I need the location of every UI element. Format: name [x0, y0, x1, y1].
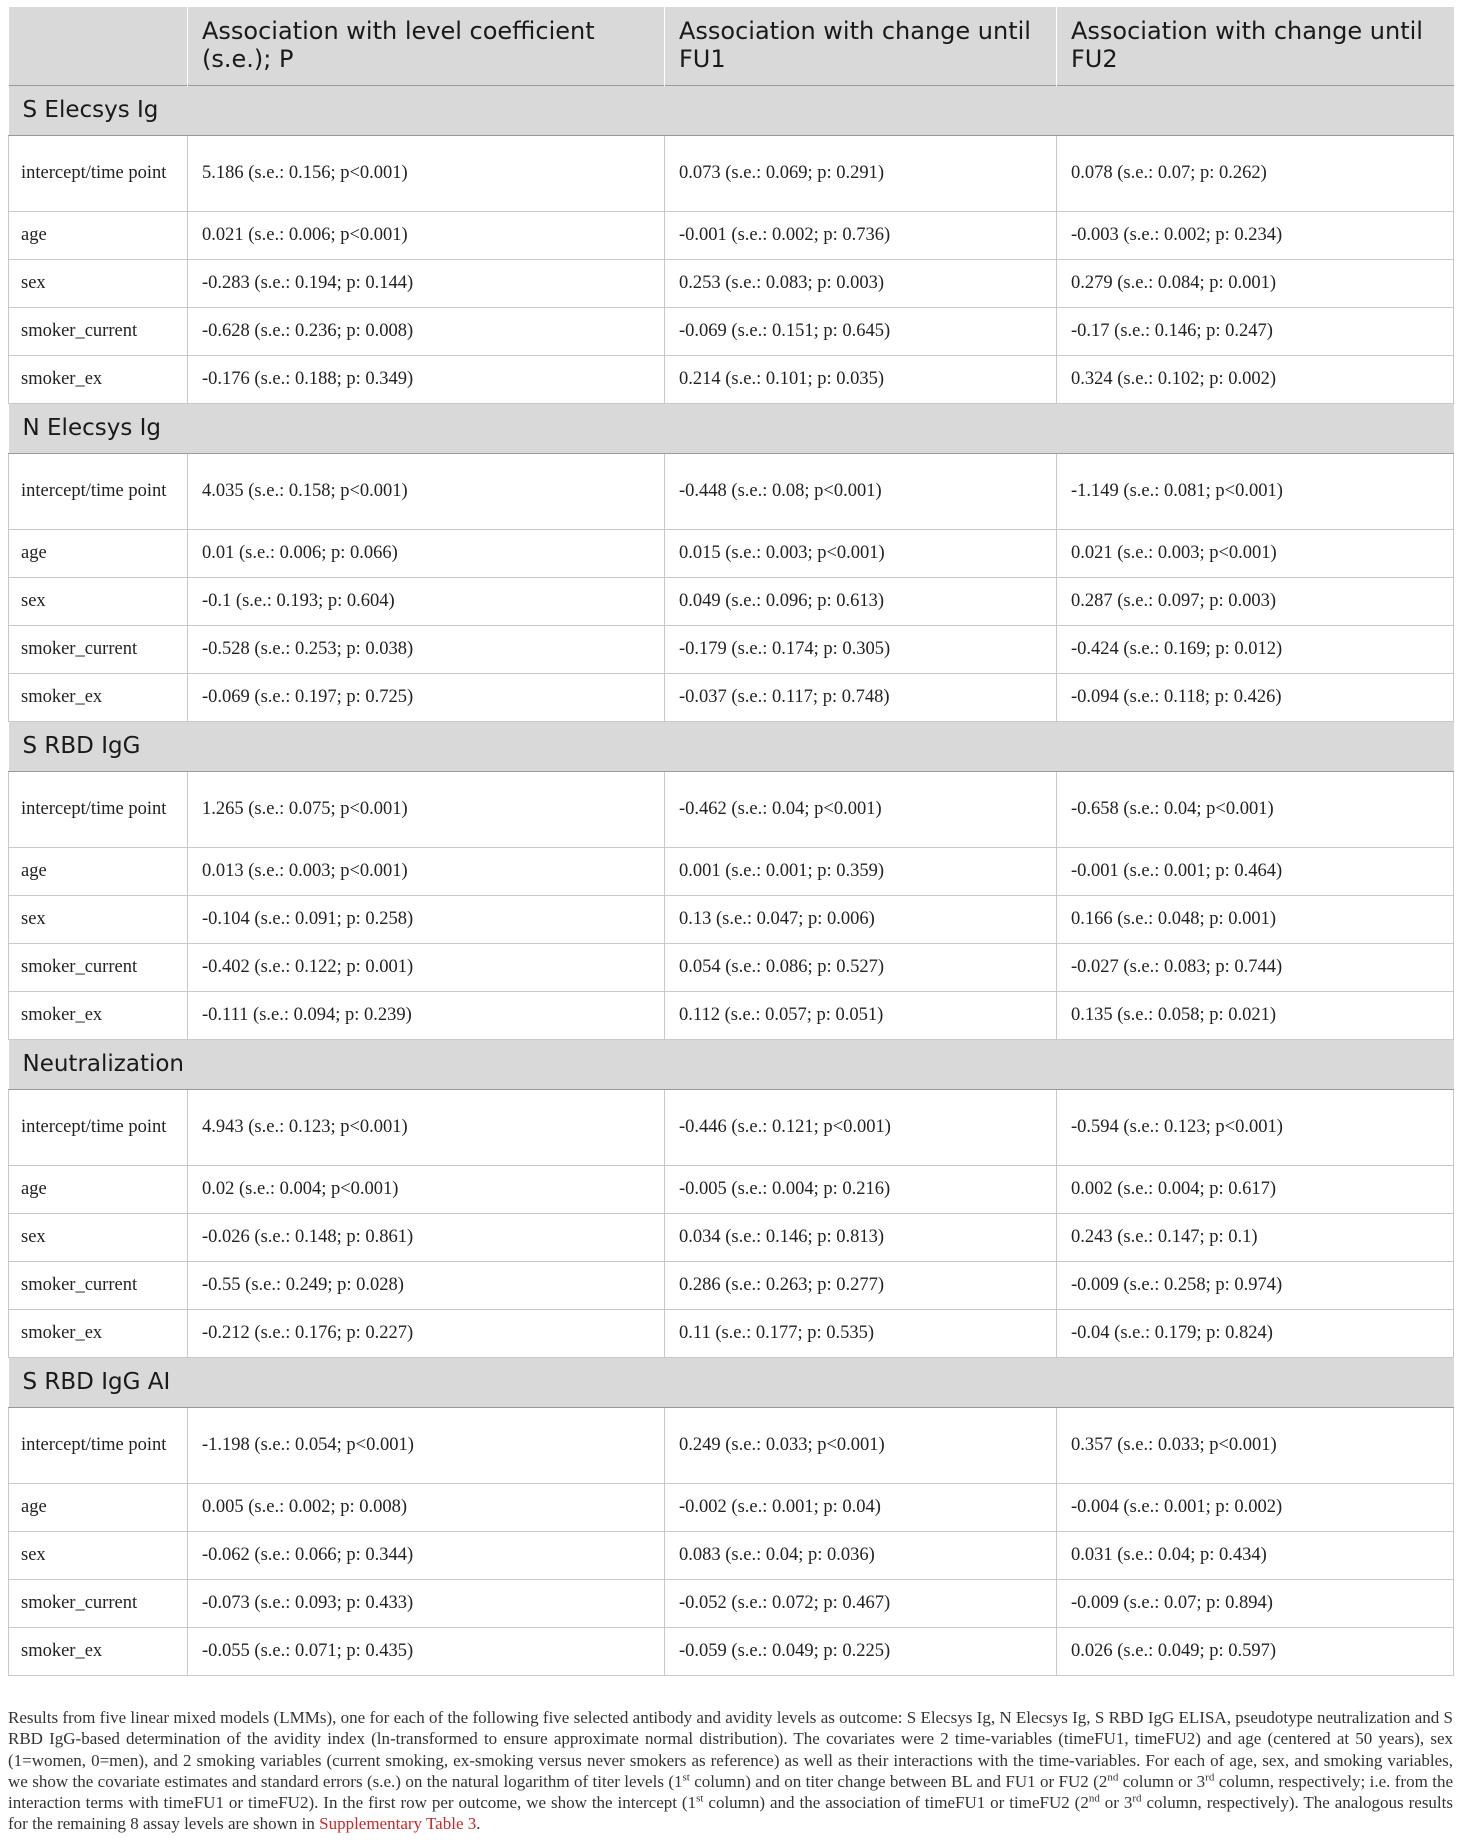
group-header-row — [9, 1039, 1454, 1089]
group-title: N Elecsys Ig — [9, 403, 1454, 453]
level-coefficient-cell: -0.055 (s.e.: 0.071; p: 0.435) — [188, 1627, 665, 1675]
change-fu1-cell: -0.448 (s.e.: 0.08; p<0.001) — [665, 453, 1057, 529]
table-row — [9, 625, 1454, 673]
table-row — [9, 895, 1454, 943]
covariate-cell: age — [9, 847, 188, 895]
covariate-cell: intercept/time point — [9, 1407, 188, 1483]
table-row — [9, 1531, 1454, 1579]
table-row — [9, 307, 1454, 355]
change-fu1-cell: -0.001 (s.e.: 0.002; p: 0.736) — [665, 211, 1057, 259]
supplementary-table-link[interactable]: Supplementary Table 3 — [319, 1814, 477, 1834]
footnote-superscript: nd — [1088, 1792, 1100, 1805]
covariate-cell: smoker_ex — [9, 355, 188, 403]
level-coefficient-cell: 0.01 (s.e.: 0.006; p: 0.066) — [188, 529, 665, 577]
table-row — [9, 1579, 1454, 1627]
table-header-row — [9, 7, 1454, 85]
change-fu1-cell: 0.073 (s.e.: 0.069; p: 0.291) — [665, 135, 1057, 211]
table-row — [9, 453, 1454, 529]
level-coefficient-cell: -0.628 (s.e.: 0.236; p: 0.008) — [188, 307, 665, 355]
covariate-cell: smoker_ex — [9, 1627, 188, 1675]
change-fu1-cell: 0.253 (s.e.: 0.083; p: 0.003) — [665, 259, 1057, 307]
covariate-cell: smoker_current — [9, 625, 188, 673]
level-coefficient-cell: -0.069 (s.e.: 0.197; p: 0.725) — [188, 673, 665, 721]
covariate-cell: sex — [9, 259, 188, 307]
header-change-fu1: Association with change until FU1 — [665, 7, 1057, 85]
change-fu1-cell: -0.052 (s.e.: 0.072; p: 0.467) — [665, 1579, 1057, 1627]
table-row — [9, 1407, 1454, 1483]
level-coefficient-cell: 1.265 (s.e.: 0.075; p<0.001) — [188, 771, 665, 847]
covariate-cell: smoker_current — [9, 1579, 188, 1627]
covariate-cell: smoker_current — [9, 307, 188, 355]
footnote-superscript: rd — [1205, 1771, 1215, 1784]
level-coefficient-cell: -0.55 (s.e.: 0.249; p: 0.028) — [188, 1261, 665, 1309]
table-row — [9, 943, 1454, 991]
level-coefficient-cell: -0.176 (s.e.: 0.188; p: 0.349) — [188, 355, 665, 403]
covariate-cell: sex — [9, 895, 188, 943]
level-coefficient-cell: 0.013 (s.e.: 0.003; p<0.001) — [188, 847, 665, 895]
covariate-cell: sex — [9, 1531, 188, 1579]
change-fu2-cell: -0.004 (s.e.: 0.001; p: 0.002) — [1057, 1483, 1454, 1531]
change-fu2-cell: 0.026 (s.e.: 0.049; p: 0.597) — [1057, 1627, 1454, 1675]
table-body — [9, 85, 1454, 1675]
group-header-row — [9, 1357, 1454, 1407]
table-row — [9, 211, 1454, 259]
change-fu2-cell: 0.021 (s.e.: 0.003; p<0.001) — [1057, 529, 1454, 577]
change-fu2-cell: 0.279 (s.e.: 0.084; p: 0.001) — [1057, 259, 1454, 307]
level-coefficient-cell: -0.104 (s.e.: 0.091; p: 0.258) — [188, 895, 665, 943]
change-fu2-cell: 0.243 (s.e.: 0.147; p: 0.1) — [1057, 1213, 1454, 1261]
level-coefficient-cell: -0.1 (s.e.: 0.193; p: 0.604) — [188, 577, 665, 625]
level-coefficient-cell: -0.062 (s.e.: 0.066; p: 0.344) — [188, 1531, 665, 1579]
change-fu1-cell: -0.462 (s.e.: 0.04; p<0.001) — [665, 771, 1057, 847]
level-coefficient-cell: 4.943 (s.e.: 0.123; p<0.001) — [188, 1089, 665, 1165]
footnote-text: column) and on titer change between BL and FU1 or FU2 (2 — [689, 1771, 1108, 1791]
change-fu1-cell: -0.069 (s.e.: 0.151; p: 0.645) — [665, 307, 1057, 355]
footnote-text: column or 3 — [1118, 1771, 1206, 1791]
change-fu1-cell: 0.001 (s.e.: 0.001; p: 0.359) — [665, 847, 1057, 895]
table-row — [9, 577, 1454, 625]
change-fu2-cell: -0.04 (s.e.: 0.179; p: 0.824) — [1057, 1309, 1454, 1357]
group-header-row — [9, 721, 1454, 771]
table-row — [9, 259, 1454, 307]
change-fu2-cell: 0.287 (s.e.: 0.097; p: 0.003) — [1057, 577, 1454, 625]
covariate-cell: smoker_ex — [9, 1309, 188, 1357]
change-fu1-cell: 0.049 (s.e.: 0.096; p: 0.613) — [665, 577, 1057, 625]
change-fu2-cell: 0.357 (s.e.: 0.033; p<0.001) — [1057, 1407, 1454, 1483]
footnote-text: column, respectively; i.e. from the interaction terms with timeFU1 or timeFU2). In the first row per outcome, we show the intercept (1 — [8, 1771, 1453, 1813]
level-coefficient-cell: -0.402 (s.e.: 0.122; p: 0.001) — [188, 943, 665, 991]
table-footnote — [8, 1707, 1453, 1835]
table-row — [9, 1627, 1454, 1675]
footnote-superscript: rd — [1132, 1792, 1142, 1805]
change-fu1-cell: 0.249 (s.e.: 0.033; p<0.001) — [665, 1407, 1057, 1483]
header-covariate — [9, 7, 188, 85]
change-fu2-cell: -0.009 (s.e.: 0.258; p: 0.974) — [1057, 1261, 1454, 1309]
change-fu1-cell: 0.015 (s.e.: 0.003; p<0.001) — [665, 529, 1057, 577]
level-coefficient-cell: 5.186 (s.e.: 0.156; p<0.001) — [188, 135, 665, 211]
header-level-coefficient: Association with level coefficient (s.e.); P — [188, 7, 665, 85]
table-row — [9, 1483, 1454, 1531]
results-table-container — [8, 7, 1453, 1676]
covariate-cell: age — [9, 211, 188, 259]
change-fu2-cell: -0.027 (s.e.: 0.083; p: 0.744) — [1057, 943, 1454, 991]
level-coefficient-cell: -0.026 (s.e.: 0.148; p: 0.861) — [188, 1213, 665, 1261]
change-fu2-cell: -0.001 (s.e.: 0.001; p: 0.464) — [1057, 847, 1454, 895]
level-coefficient-cell: -0.212 (s.e.: 0.176; p: 0.227) — [188, 1309, 665, 1357]
change-fu2-cell: -0.094 (s.e.: 0.118; p: 0.426) — [1057, 673, 1454, 721]
covariate-cell: intercept/time point — [9, 771, 188, 847]
group-header-row — [9, 403, 1454, 453]
group-title: S Elecsys Ig — [9, 85, 1454, 135]
change-fu2-cell: -1.149 (s.e.: 0.081; p<0.001) — [1057, 453, 1454, 529]
change-fu2-cell: -0.17 (s.e.: 0.146; p: 0.247) — [1057, 307, 1454, 355]
change-fu1-cell: -0.002 (s.e.: 0.001; p: 0.04) — [665, 1483, 1057, 1531]
table-row — [9, 135, 1454, 211]
table-row — [9, 1165, 1454, 1213]
change-fu2-cell: 0.135 (s.e.: 0.058; p: 0.021) — [1057, 991, 1454, 1039]
covariate-cell: smoker_current — [9, 1261, 188, 1309]
change-fu1-cell: 0.054 (s.e.: 0.086; p: 0.527) — [665, 943, 1057, 991]
footnote-superscript: st — [682, 1771, 690, 1784]
change-fu1-cell: -0.059 (s.e.: 0.049; p: 0.225) — [665, 1627, 1057, 1675]
covariate-cell: age — [9, 1165, 188, 1213]
footnote-superscript: nd — [1107, 1771, 1119, 1784]
level-coefficient-cell: 0.005 (s.e.: 0.002; p: 0.008) — [188, 1483, 665, 1531]
level-coefficient-cell: -1.198 (s.e.: 0.054; p<0.001) — [188, 1407, 665, 1483]
covariate-cell: sex — [9, 577, 188, 625]
footnote-text: Results from five linear mixed models (LMMs), one for each of the following five selected antibody and avidity levels as outcome: S Elecsys Ig, N Elecsys Ig, S RBD IgG ELISA, pseudotype neutralization and S RBD IgG-based determination of the avidity index (ln-transformed to ensure approximate normal distribution). The covariates were 2 time-variables (timeFU1, timeFU2) and age (centered at 50 years), sex (1=women, 0=men), and 2 smoking variables (current smoking, ex-smoking versus never smokers as reference) as well as their interactions with the time-variables. For each of age, sex, and smoking variables, we show the covariate estimates and standard errors (s.e.) on the natural logarithm of titer levels (1 — [8, 1708, 1453, 1791]
change-fu2-cell: -0.594 (s.e.: 0.123; p<0.001) — [1057, 1089, 1454, 1165]
table-row — [9, 1213, 1454, 1261]
table-row — [9, 771, 1454, 847]
change-fu2-cell: -0.424 (s.e.: 0.169; p: 0.012) — [1057, 625, 1454, 673]
table-row — [9, 847, 1454, 895]
change-fu2-cell: 0.002 (s.e.: 0.004; p: 0.617) — [1057, 1165, 1454, 1213]
covariate-cell: intercept/time point — [9, 453, 188, 529]
change-fu1-cell: 0.214 (s.e.: 0.101; p: 0.035) — [665, 355, 1057, 403]
header-change-fu2: Association with change until FU2 — [1057, 7, 1454, 85]
group-header-row — [9, 85, 1454, 135]
level-coefficient-cell: 4.035 (s.e.: 0.158; p<0.001) — [188, 453, 665, 529]
change-fu1-cell: 0.112 (s.e.: 0.057; p: 0.051) — [665, 991, 1057, 1039]
level-coefficient-cell: 0.02 (s.e.: 0.004; p<0.001) — [188, 1165, 665, 1213]
table-row — [9, 673, 1454, 721]
change-fu1-cell: -0.179 (s.e.: 0.174; p: 0.305) — [665, 625, 1057, 673]
change-fu2-cell: 0.324 (s.e.: 0.102; p: 0.002) — [1057, 355, 1454, 403]
table-row — [9, 1089, 1454, 1165]
covariate-cell: age — [9, 529, 188, 577]
covariate-cell: intercept/time point — [9, 1089, 188, 1165]
table-row — [9, 1261, 1454, 1309]
footnote-superscript: st — [696, 1792, 704, 1805]
covariate-cell: smoker_ex — [9, 673, 188, 721]
table-row — [9, 991, 1454, 1039]
covariate-cell: smoker_ex — [9, 991, 188, 1039]
covariate-cell: intercept/time point — [9, 135, 188, 211]
covariate-cell: smoker_current — [9, 943, 188, 991]
covariate-cell: sex — [9, 1213, 188, 1261]
change-fu1-cell: 0.034 (s.e.: 0.146; p: 0.813) — [665, 1213, 1057, 1261]
change-fu1-cell: 0.083 (s.e.: 0.04; p: 0.036) — [665, 1531, 1057, 1579]
footnote-text: . — [476, 1814, 481, 1834]
group-title: S RBD IgG AI — [9, 1357, 1454, 1407]
change-fu1-cell: 0.286 (s.e.: 0.263; p: 0.277) — [665, 1261, 1057, 1309]
change-fu2-cell: 0.078 (s.e.: 0.07; p: 0.262) — [1057, 135, 1454, 211]
level-coefficient-cell: -0.111 (s.e.: 0.094; p: 0.239) — [188, 991, 665, 1039]
change-fu2-cell: -0.003 (s.e.: 0.002; p: 0.234) — [1057, 211, 1454, 259]
lmm-results-table — [8, 7, 1454, 1676]
group-title: S RBD IgG — [9, 721, 1454, 771]
level-coefficient-cell: -0.528 (s.e.: 0.253; p: 0.038) — [188, 625, 665, 673]
covariate-cell: age — [9, 1483, 188, 1531]
table-row — [9, 355, 1454, 403]
change-fu1-cell: -0.446 (s.e.: 0.121; p<0.001) — [665, 1089, 1057, 1165]
change-fu2-cell: 0.166 (s.e.: 0.048; p: 0.001) — [1057, 895, 1454, 943]
change-fu2-cell: 0.031 (s.e.: 0.04; p: 0.434) — [1057, 1531, 1454, 1579]
change-fu1-cell: 0.13 (s.e.: 0.047; p: 0.006) — [665, 895, 1057, 943]
change-fu1-cell: 0.11 (s.e.: 0.177; p: 0.535) — [665, 1309, 1057, 1357]
level-coefficient-cell: -0.073 (s.e.: 0.093; p: 0.433) — [188, 1579, 665, 1627]
table-row — [9, 529, 1454, 577]
footnote-text: or 3 — [1099, 1793, 1133, 1813]
change-fu2-cell: -0.009 (s.e.: 0.07; p: 0.894) — [1057, 1579, 1454, 1627]
change-fu1-cell: -0.005 (s.e.: 0.004; p: 0.216) — [665, 1165, 1057, 1213]
group-title: Neutralization — [9, 1039, 1454, 1089]
footnote-text: column, respectively). The analogous results for the remaining 8 assay levels are shown in — [8, 1793, 1453, 1834]
level-coefficient-cell: -0.283 (s.e.: 0.194; p: 0.144) — [188, 259, 665, 307]
table-row — [9, 1309, 1454, 1357]
level-coefficient-cell: 0.021 (s.e.: 0.006; p<0.001) — [188, 211, 665, 259]
change-fu1-cell: -0.037 (s.e.: 0.117; p: 0.748) — [665, 673, 1057, 721]
footnote-text: column) and the association of timeFU1 or timeFU2 (2 — [703, 1793, 1089, 1813]
change-fu2-cell: -0.658 (s.e.: 0.04; p<0.001) — [1057, 771, 1454, 847]
